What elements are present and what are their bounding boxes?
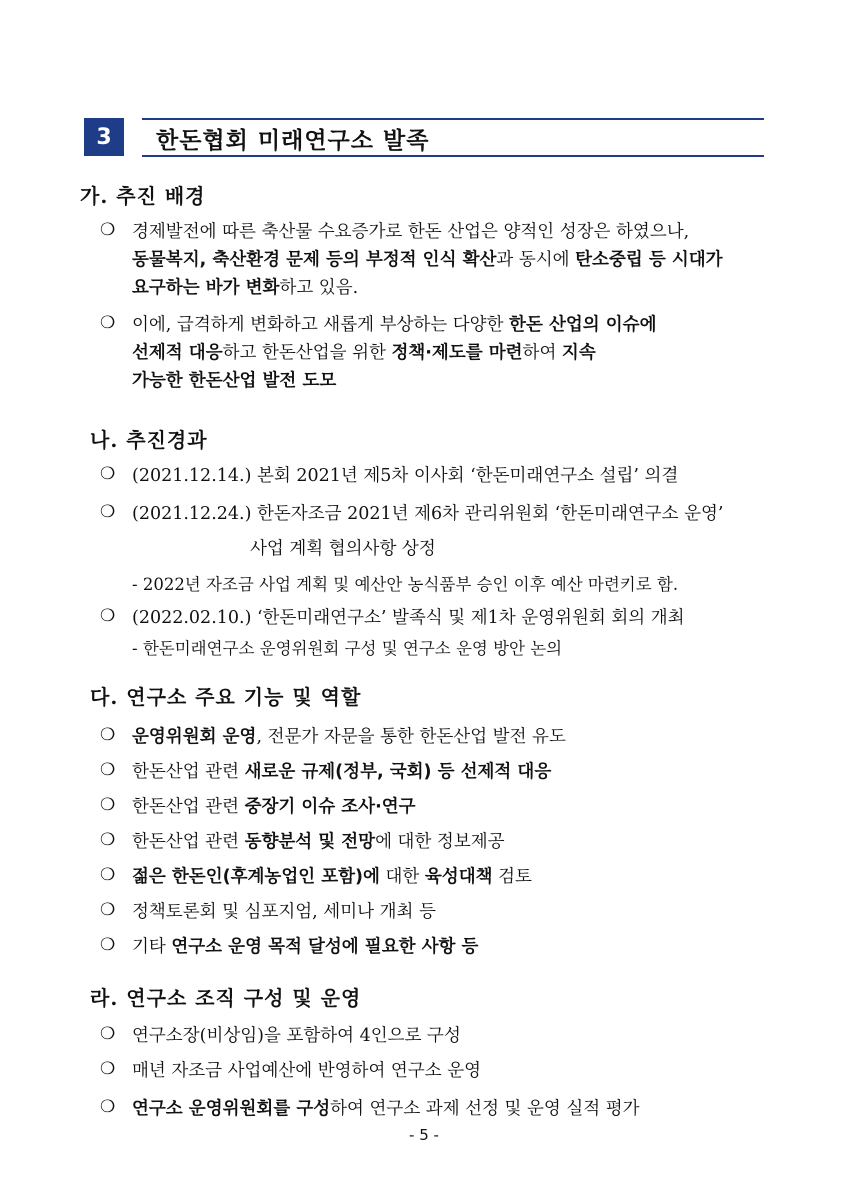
function-item-5 bbox=[132, 863, 532, 888]
section-rule-bottom bbox=[142, 155, 764, 157]
emph-text: 젊은 한돈인(후계농업인 포함)에 bbox=[132, 867, 380, 887]
bullet-icon: ❍ bbox=[100, 220, 116, 240]
bullet-icon: ❍ bbox=[100, 830, 116, 850]
emph-text: 연구소 운영 목적 달성에 필요한 사항 등 bbox=[171, 937, 479, 957]
bg-bullet2-line1 bbox=[132, 311, 656, 336]
bullet-icon: ❍ bbox=[100, 313, 116, 333]
bg-bullet1-line1 bbox=[132, 218, 766, 243]
bg-bullet1-line3 bbox=[132, 274, 358, 299]
text: 에 대한 정보제공 bbox=[375, 832, 505, 852]
bullet-icon: ❍ bbox=[100, 760, 116, 780]
text: 기타 bbox=[132, 937, 172, 957]
bullet-icon: ❍ bbox=[100, 502, 116, 522]
text: 한돈산업 관련 bbox=[132, 762, 245, 782]
bg-bullet1-line2 bbox=[132, 246, 766, 271]
heading-progress: 나. 추진경과 bbox=[90, 428, 208, 452]
bg-bullet2-line2 bbox=[132, 339, 596, 364]
function-item-7 bbox=[132, 933, 478, 958]
section-number: 3 bbox=[96, 124, 112, 150]
bullet-icon: ❍ bbox=[100, 464, 116, 484]
text: , 전문가 자문을 통한 한돈산업 발전 유도 bbox=[256, 727, 566, 747]
emph-text: 요구하는 바가 변화 bbox=[132, 278, 280, 298]
function-item-4 bbox=[132, 828, 505, 853]
emph-text: 새로운 규제(정부, 국회) 등 선제적 대응 bbox=[244, 762, 552, 782]
emph-text: 중장기 이슈 조사·연구 bbox=[244, 797, 416, 817]
emph-text: 지속 bbox=[561, 343, 596, 363]
heading-background: 가. 추진 배경 bbox=[80, 184, 206, 208]
org-item-2: 매년 자조금 사업예산에 반영하여 연구소 운영 bbox=[132, 1061, 482, 1081]
text: 이에, 급격하게 변화하고 새롭게 부상하는 다양한 bbox=[132, 315, 510, 335]
progress-item-3-sub: - 한돈미래연구소 운영위원회 구성 및 연구소 운영 방안 논의 bbox=[132, 639, 563, 658]
page-number: - 5 - bbox=[409, 1126, 439, 1144]
text: 과 동시에 bbox=[496, 250, 576, 270]
bullet-icon: ❍ bbox=[100, 900, 116, 920]
text: 한돈산업 관련 bbox=[132, 832, 245, 852]
section-number-badge bbox=[84, 118, 124, 156]
function-item-1 bbox=[132, 723, 566, 748]
emph-text: 동향분석 및 전망 bbox=[244, 832, 376, 852]
section-rule-top bbox=[142, 118, 764, 120]
progress-item-3: (2022.02.10.) ‘한돈미래연구소’ 발족식 및 제1차 운영위원회 회의 개최 bbox=[132, 608, 685, 628]
function-item-3 bbox=[132, 793, 416, 818]
section-title: 한돈협회 미래연구소 발족 bbox=[156, 128, 430, 154]
emph-text: 운영위원회 운영 bbox=[132, 727, 257, 747]
emph-text: 정책·제도를 마련 bbox=[391, 343, 523, 363]
progress-item-2-line1: (2021.12.24.) 한돈자조금 2021년 제6차 관리위원회 ‘한돈미래연구소 운영’ bbox=[132, 504, 724, 524]
bg-bullet2-line3 bbox=[132, 367, 336, 392]
text: 하고 한돈산업을 위한 bbox=[222, 343, 392, 363]
text: 한돈산업 관련 bbox=[132, 797, 245, 817]
progress-item-1: (2021.12.14.) 본회 2021년 제5차 이사회 ‘한돈미래연구소 설립’ 의결 bbox=[132, 466, 679, 486]
progress-item-2-line2: 사업 계획 협의사항 상정 bbox=[250, 539, 436, 559]
text: 하고 있음. bbox=[279, 278, 359, 298]
emph-text: 선제적 대응 bbox=[132, 343, 223, 363]
org-item-1: 연구소장(비상임)을 포함하여 4인으로 구성 bbox=[132, 1026, 461, 1046]
bullet-icon: ❍ bbox=[100, 795, 116, 815]
text: 하여 bbox=[522, 343, 562, 363]
progress-item-2-sub: - 2022년 자조금 사업 계획 및 예산안 농식품부 승인 이후 예산 마련키로 함. bbox=[132, 575, 679, 594]
bullet-icon: ❍ bbox=[100, 865, 116, 885]
bullet-icon: ❍ bbox=[100, 1097, 116, 1117]
text: 검토 bbox=[492, 867, 532, 887]
bullet-icon: ❍ bbox=[100, 606, 116, 626]
emph-text: 한돈 산업의 이슈에 bbox=[509, 315, 657, 335]
emph-text: 동물복지, 축산환경 문제 등의 부정적 인식 확산 bbox=[132, 250, 497, 270]
heading-organization: 라. 연구소 조직 구성 및 운영 bbox=[90, 986, 362, 1010]
function-item-2 bbox=[132, 758, 551, 783]
text: 대한 bbox=[379, 867, 425, 887]
text: 하여 연구소 과제 선정 및 운영 실적 평가 bbox=[330, 1099, 640, 1119]
text: 경제발전에 따른 축산물 수요증가로 한돈 산업은 양적인 성장은 하였으나, bbox=[132, 222, 690, 242]
emph-text: 가능한 한돈산업 발전 도모 bbox=[132, 371, 337, 391]
bullet-icon: ❍ bbox=[100, 935, 116, 955]
function-item-6: 정책토론회 및 심포지엄, 세미나 개최 등 bbox=[132, 902, 436, 922]
emph-text: 탄소중립 등 시대가 bbox=[575, 250, 723, 270]
org-item-3 bbox=[132, 1095, 640, 1120]
bullet-icon: ❍ bbox=[100, 1059, 116, 1079]
heading-functions: 다. 연구소 주요 기능 및 역할 bbox=[90, 685, 362, 709]
emph-text: 육성대책 bbox=[424, 867, 493, 887]
emph-text: 연구소 운영위원회를 구성 bbox=[132, 1099, 331, 1119]
bullet-icon: ❍ bbox=[100, 1024, 116, 1044]
bullet-icon: ❍ bbox=[100, 725, 116, 745]
